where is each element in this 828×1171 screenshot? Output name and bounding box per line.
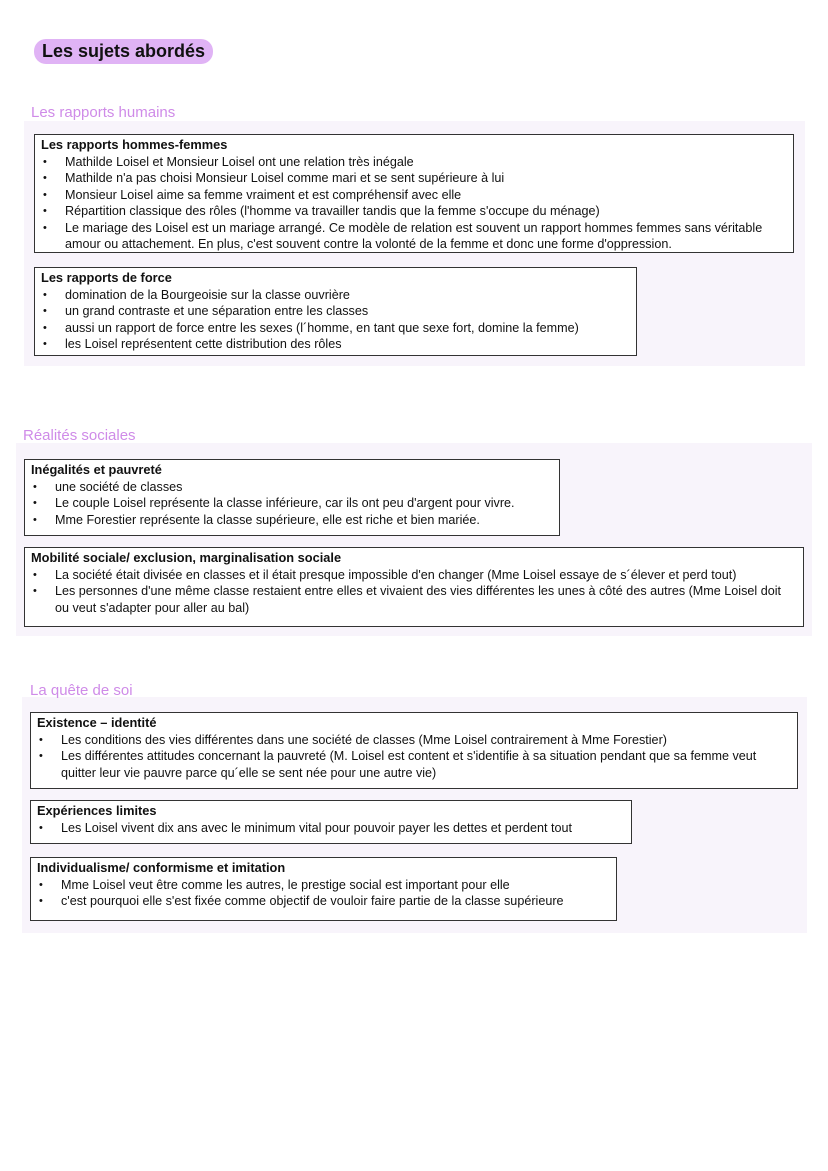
bullet-list [31, 479, 553, 529]
bullet-list [37, 820, 625, 837]
box-title: Expériences limites [37, 803, 157, 818]
bullet-list [41, 287, 630, 353]
list-item: • Les différentes attitudes concernant la pauvreté (M. Loisel est content et s'identifie à sa situation pendant que sa femme veut quitter leur vie pauvre parce qu´elle se sent née pour une autre vie) [37, 748, 791, 781]
bullet-list [41, 154, 787, 253]
box-title: Individualisme/ conformisme et imitation [37, 860, 286, 875]
box-individualisme-conformisme [30, 857, 617, 921]
list-item: • Mme Loisel veut être comme les autres, le prestige social est important pour elle [37, 877, 610, 894]
page-title: Les sujets abordés [34, 39, 213, 64]
bullet-list [37, 877, 610, 910]
box-experiences-limites [30, 800, 632, 844]
box-title: Inégalités et pauvreté [31, 462, 162, 477]
box-title: Existence – identité [37, 715, 157, 730]
list-item: • Répartition classique des rôles (l'homme va travailler tandis que la femme s'occupe du ménage) [41, 203, 787, 220]
box-title: Mobilité sociale/ exclusion, marginalisation sociale [31, 550, 342, 565]
list-item: • les Loisel représentent cette distribution des rôles [41, 336, 630, 353]
section-title-rapports-humains: Les rapports humains [31, 104, 176, 121]
list-item: • Mathilde n'a pas choisi Monsieur Loisel comme mari et se sent supérieure à lui [41, 170, 787, 187]
bullet-list [37, 732, 791, 782]
box-rapports-hommes-femmes [34, 134, 794, 253]
box-existence-identite [30, 712, 798, 789]
list-item: • La société était divisée en classes et il était presque impossible d'en changer (Mme Loisel essaye de s´élever et perd tout) [31, 567, 797, 584]
box-inegalites-pauvrete [24, 459, 560, 536]
list-item: • c'est pourquoi elle s'est fixée comme objectif de vouloir faire partie de la classe supérieure [37, 893, 610, 910]
box-rapports-de-force [34, 267, 637, 356]
list-item: • aussi un rapport de force entre les sexes (l´homme, en tant que sexe fort, domine la femme) [41, 320, 630, 337]
list-item: • une société de classes [31, 479, 553, 496]
list-item: • Mme Forestier représente la classe supérieure, elle est riche et bien mariée. [31, 512, 553, 529]
list-item: • domination de la Bourgeoisie sur la classe ouvrière [41, 287, 630, 304]
list-item: • Les conditions des vies différentes dans une société de classes (Mme Loisel contrairement à Mme Forestier) [37, 732, 791, 749]
list-item: • Mathilde Loisel et Monsieur Loisel ont une relation très inégale [41, 154, 787, 171]
section-title-quete-de-soi: La quête de soi [30, 682, 133, 699]
list-item: • Monsieur Loisel aime sa femme vraiment et est compréhensif avec elle [41, 187, 787, 204]
box-title: Les rapports de force [41, 270, 172, 285]
box-mobilite-sociale [24, 547, 804, 627]
list-item: • Les personnes d'une même classe restaient entre elles et vivaient des vies différentes les unes à côté des autres (Mme Loisel doit ou veut s'adapter pour aller au bal) [31, 583, 797, 616]
list-item: • Le mariage des Loisel est un mariage arrangé. Ce modèle de relation est souvent un rapport hommes femmes sans véritable amour ou attachement. En plus, c'est souvent contre la volonté de la femme et donc une forme d'oppression. [41, 220, 787, 253]
bullet-list [31, 567, 797, 617]
section-title-realites-sociales: Réalités sociales [23, 427, 136, 444]
list-item: • Les Loisel vivent dix ans avec le minimum vital pour pouvoir payer les dettes et perdent tout [37, 820, 625, 837]
box-title: Les rapports hommes-femmes [41, 137, 228, 152]
list-item: • un grand contraste et une séparation entre les classes [41, 303, 630, 320]
list-item: • Le couple Loisel représente la classe inférieure, car ils ont peu d'argent pour vivre. [31, 495, 553, 512]
